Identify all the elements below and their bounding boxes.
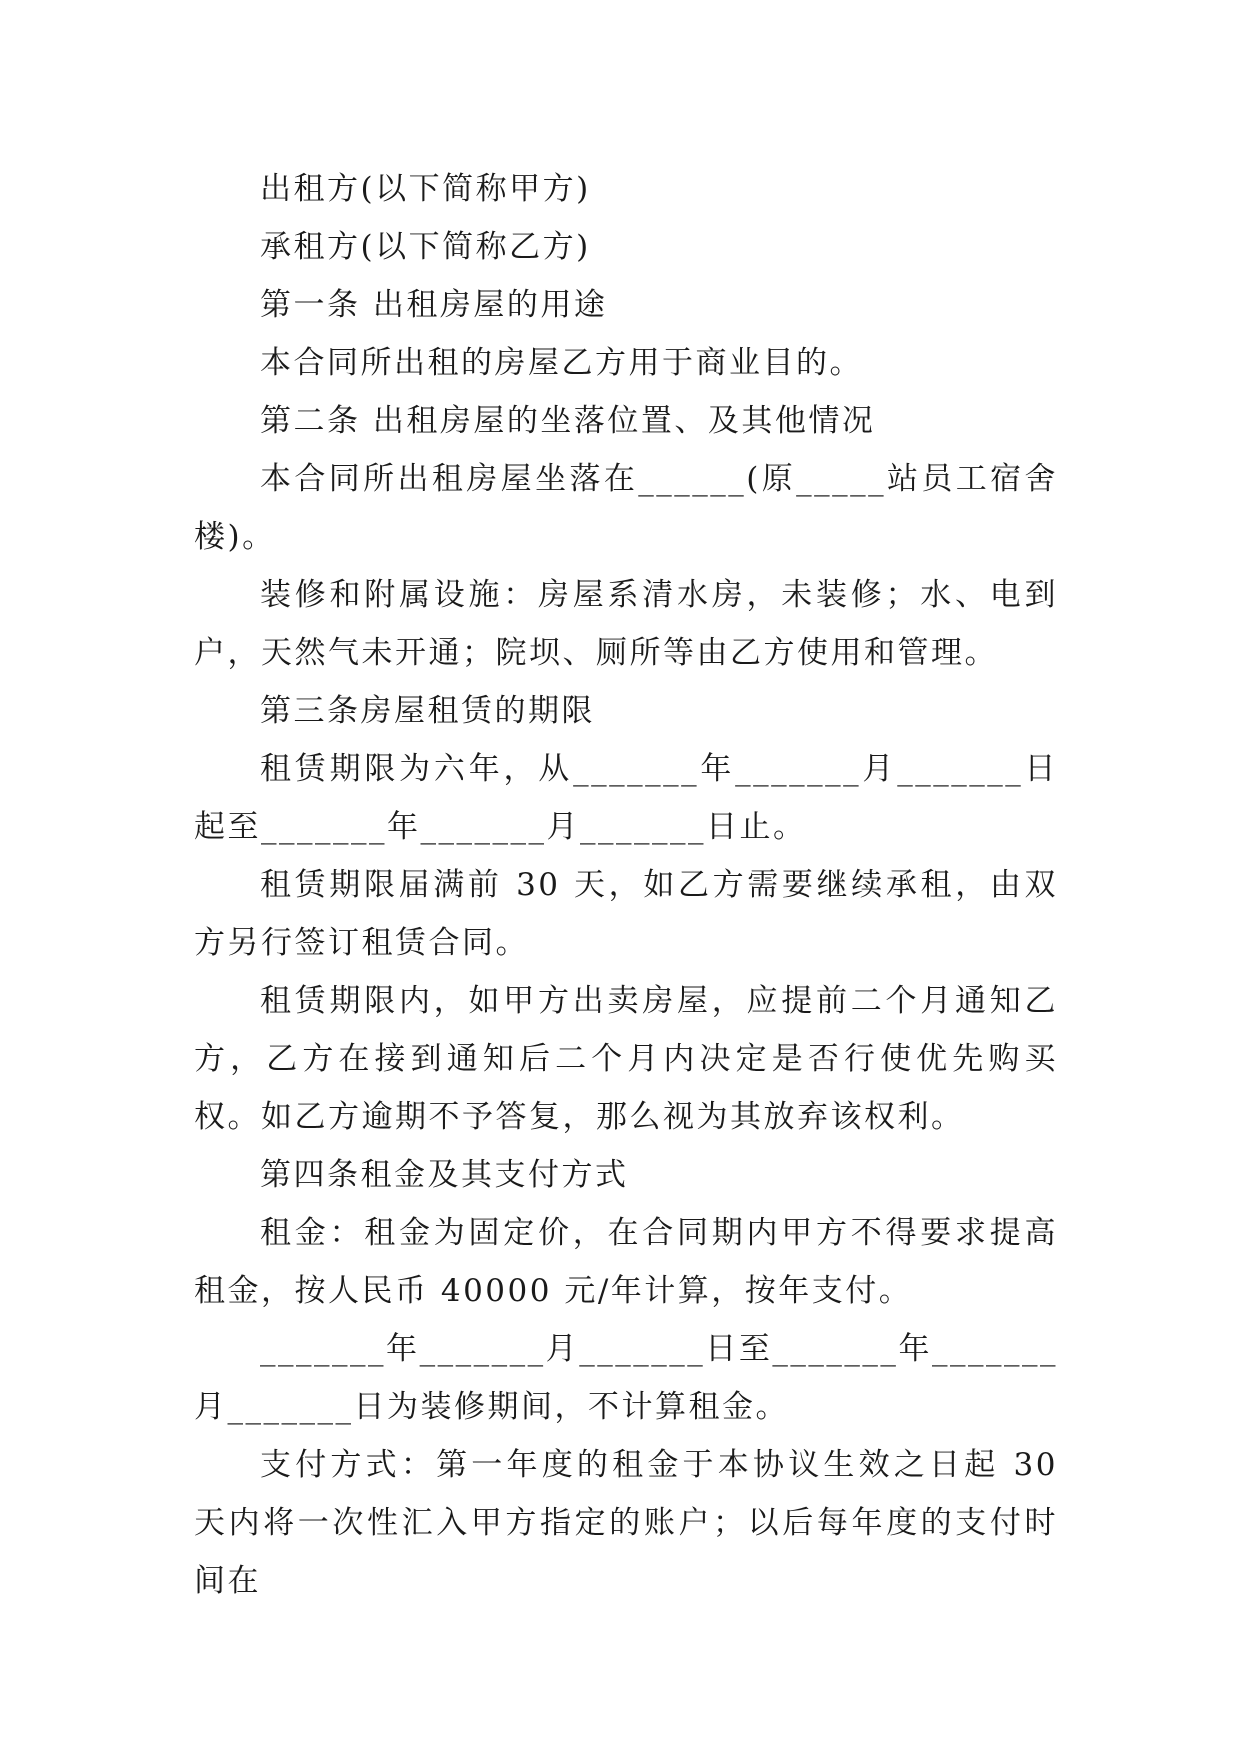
- article-4-rent: 租金：租金为固定价，在合同期内甲方不得要求提高租金，按人民币 40000 元/年计算，按年支付。: [194, 1215, 1058, 1309]
- article-4-heading: 第四条租金及其支付方式: [260, 1157, 629, 1193]
- article-4-renovation-period: _______年_______月_______日至_______年_______月_______日为装修期间，不计算租金。: [194, 1331, 1058, 1425]
- article-4-payment: 支付方式：第一年度的租金于本协议生效之日起 30 天内将一次性汇入甲方指定的账户；以后每年度的支付时间在: [194, 1447, 1058, 1599]
- article-2-location: 本合同所出租房屋坐落在______(原_____站员工宿舍楼)。: [194, 461, 1058, 555]
- article-3-heading: 第三条房屋租赁的期限: [260, 693, 595, 729]
- article-1-text: 本合同所出租的房屋乙方用于商业目的。: [260, 345, 863, 381]
- article-3-renewal: 租赁期限届满前 30 天，如乙方需要继续承租，由双方另行签订租赁合同。: [194, 867, 1058, 961]
- document-body: [194, 160, 1058, 1610]
- lessor-line: 出租方(以下简称甲方): [260, 171, 591, 207]
- article-3-term: 租赁期限为六年，从_______年_______月_______日起至_______年_______月_______日止。: [194, 751, 1058, 845]
- article-3-sale-notice: 租赁期限内，如甲方出卖房屋，应提前二个月通知乙方，乙方在接到通知后二个月内决定是否行使优先购买权。如乙方逾期不予答复，那么视为其放弃该权利。: [194, 983, 1058, 1135]
- article-2-facilities: 装修和附属设施：房屋系清水房，未装修；水、电到户，天然气未开通；院坝、厕所等由乙方使用和管理。: [194, 577, 1058, 671]
- article-2-heading: 第二条 出租房屋的坐落位置、及其他情况: [260, 403, 876, 439]
- article-1-heading: 第一条 出租房屋的用途: [260, 287, 608, 323]
- lessee-line: 承租方(以下简称乙方): [260, 229, 591, 265]
